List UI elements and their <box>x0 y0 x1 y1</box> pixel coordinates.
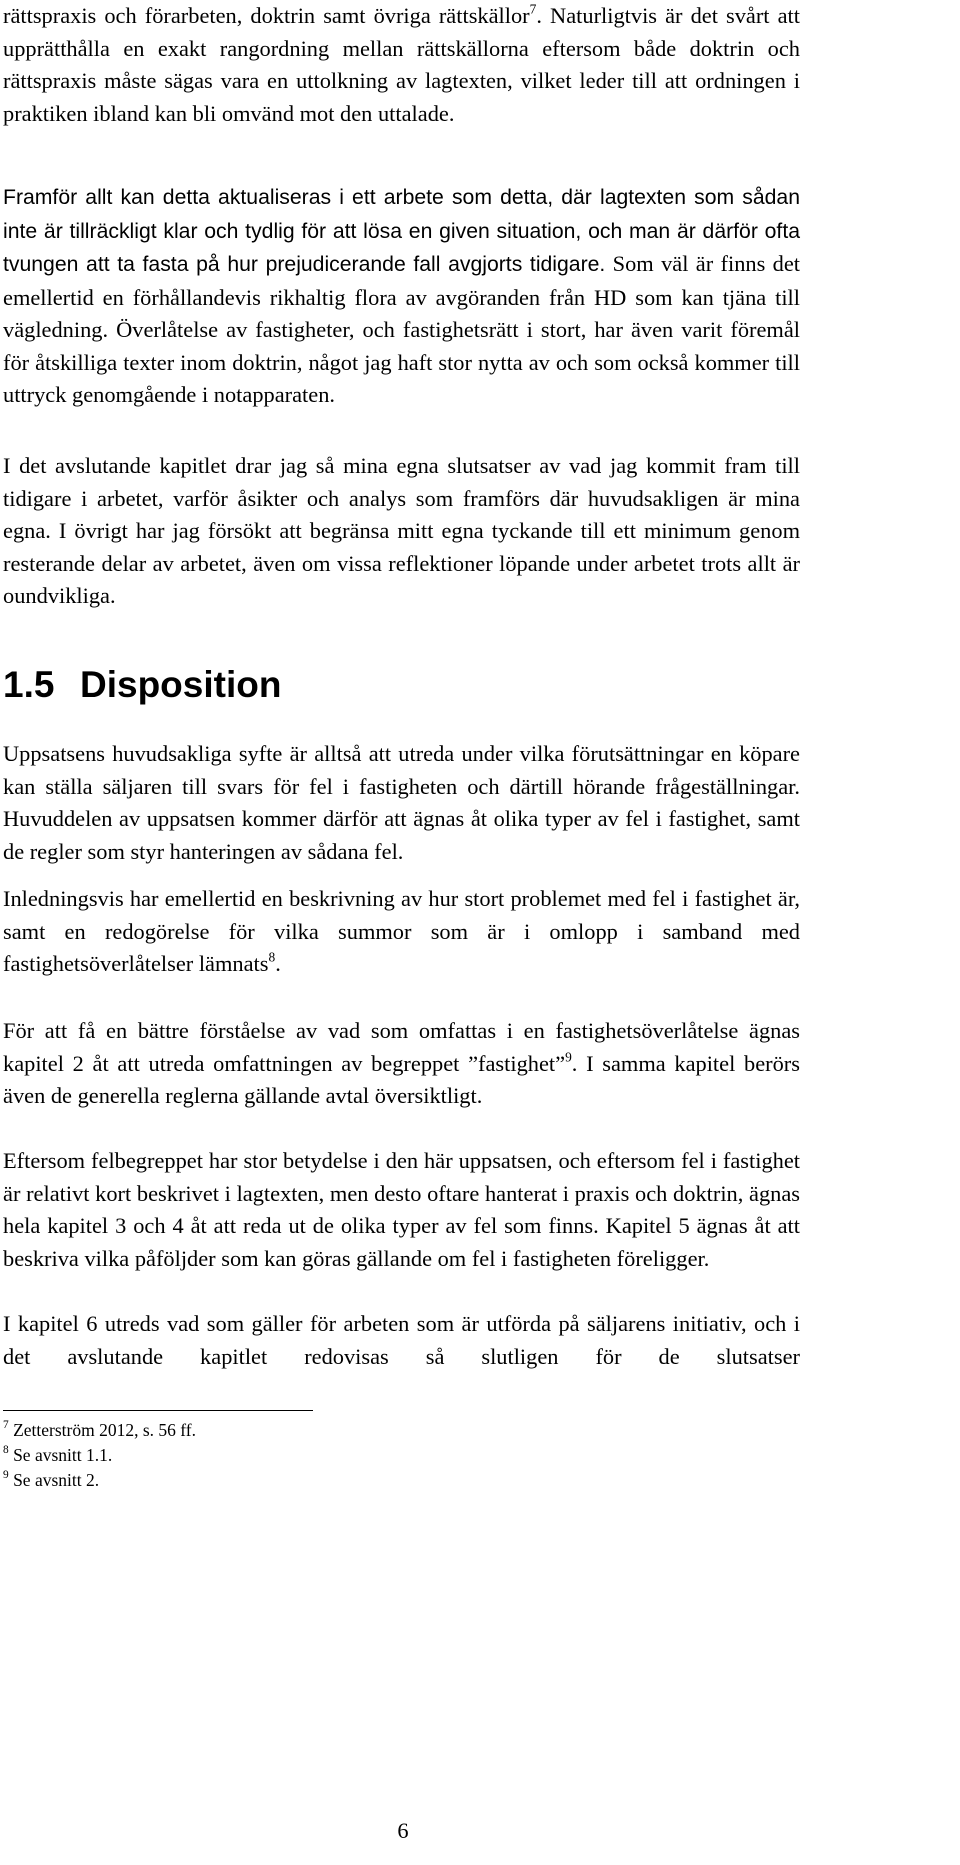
footnote-text: Zetterström 2012, s. 56 ff. <box>8 1420 196 1440</box>
paragraph-text-sans: Framför allt kan detta aktualiseras i ett arbete som detta, där lagtexten som sådan inte är tillräckligt klar och tydlig för att lösa en given situation, och man är därför ofta tvungen att ta fasta på hur prejudicerande fall avgjorts tidigare. <box>3 186 800 276</box>
footnote-ref-8: 8 <box>268 949 276 965</box>
footnote-number: 9 <box>3 1469 9 1482</box>
paragraph-text: . I samma kapitel berörs även de generella reglerna gällande avtal översiktligt. <box>3 1050 800 1108</box>
section-title: Disposition <box>80 664 282 705</box>
paragraph-rattskallor <box>3 0 800 130</box>
footnote-text: Se avsnitt 2. <box>8 1470 100 1490</box>
paragraph-avslutande-kapitlet: I det avslutande kapitlet drar jag så mina egna slutsatser av vad jag kommit fram till tidigare i arbetet, varför åsikter och analys som framförs där huvudsakligen är mina egna. I övrigt har jag försökt att begränsa mitt egna tyckande till ett minimum genom resterande delar av arbetet, även om vissa reflektioner löpande under arbetet trots allt är oundvikliga. <box>3 453 800 608</box>
footnote-text: Se avsnitt 1.1. <box>8 1445 113 1465</box>
paragraph-text: . Naturligtvis är det svårt att upprätthålla en exakt rangordning mellan rättskällorna eftersom både doktrin och rättspraxis måste sägas vara en uttolkning av lagtexten, vilket leder till att ordningen i praktiken ibland kan bli omvänd mot den uttalade. <box>3 3 800 126</box>
footnotes <box>3 1418 196 1493</box>
paragraph-text: . <box>275 951 281 976</box>
page-number: 6 <box>397 1818 409 1843</box>
footnote-number: 7 <box>3 1419 9 1432</box>
paragraph-syfte: Uppsatsens huvudsakliga syfte är alltså att utreda under vilka förutsättningar en köpare kan ställa säljaren till svars för fel i fastigheten och därtill hörande frågeställningar. Huvuddelen av uppsatsen kommer därför att ägnas åt olika typer av fel i fastighet, samt de regler som styr hanteringen av sådana fel. <box>3 741 800 864</box>
paragraph-text: Inledningsvis har emellertid en beskrivning av hur stort problemet med fel i fastighet är, samt en redogörelse för vilka summor som är i omlopp i samband med fastighetsöverlåtelser lämnats <box>3 886 800 976</box>
footnote-number: 8 <box>3 1444 9 1457</box>
paragraph-framfor-allt <box>3 181 800 412</box>
section-number: 1.5 <box>3 664 55 705</box>
footnote-7 <box>3 1418 196 1443</box>
footnote-ref-7: 7 <box>529 1 537 17</box>
paragraph-text: rättspraxis och förarbeten, doktrin samt övriga rättskällor <box>3 3 530 28</box>
paragraph-felbegreppet: Eftersom felbegreppet har stor betydelse i den här uppsatsen, och eftersom fel i fastighet är relativt kort beskrivet i lagtexten, men desto oftare hanterat i praxis och doktrin, ägnas hela kapitel 3 och 4 åt att reda ut de olika typer av fel som finns. Kapitel 5 ägnas åt att beskriva vilka påföljder som kan göras gällande om fel i fastigheten föreligger. <box>3 1148 800 1271</box>
footnote-9 <box>3 1468 196 1493</box>
footnote-ref-9: 9 <box>565 1049 572 1065</box>
paragraph-kapitel-6: I kapitel 6 utreds vad som gäller för arbeten som är utförda på säljarens initiativ, och i det avslutande kapitlet redovisas så slutligen för de slutsatser <box>3 1311 800 1369</box>
paragraph-text: Som väl är finns det emellertid en förhållandevis rikhaltig flora av avgöranden från HD som kan tjäna till vägledning. Överlåtelse av fastigheter, och fastighetsrätt i stort, har även varit föremål för åtskilliga texter inom doktrin, något jag haft stor nytta av och som också kommer till uttryck genomgående i notapparaten. <box>3 251 801 407</box>
paragraph-text: För att få en bättre förståelse av vad som omfattas i en fastighetsöverlåtelse ägnas kapitel 2 åt att utreda omfattningen av begreppet ”fastighet” <box>3 1018 800 1076</box>
section-heading <box>3 660 281 710</box>
footnote-8 <box>3 1443 196 1468</box>
footnote-separator <box>3 1410 313 1411</box>
paragraph-inledningsvis <box>3 883 800 981</box>
paragraph-kapitel-2 <box>3 1015 800 1113</box>
